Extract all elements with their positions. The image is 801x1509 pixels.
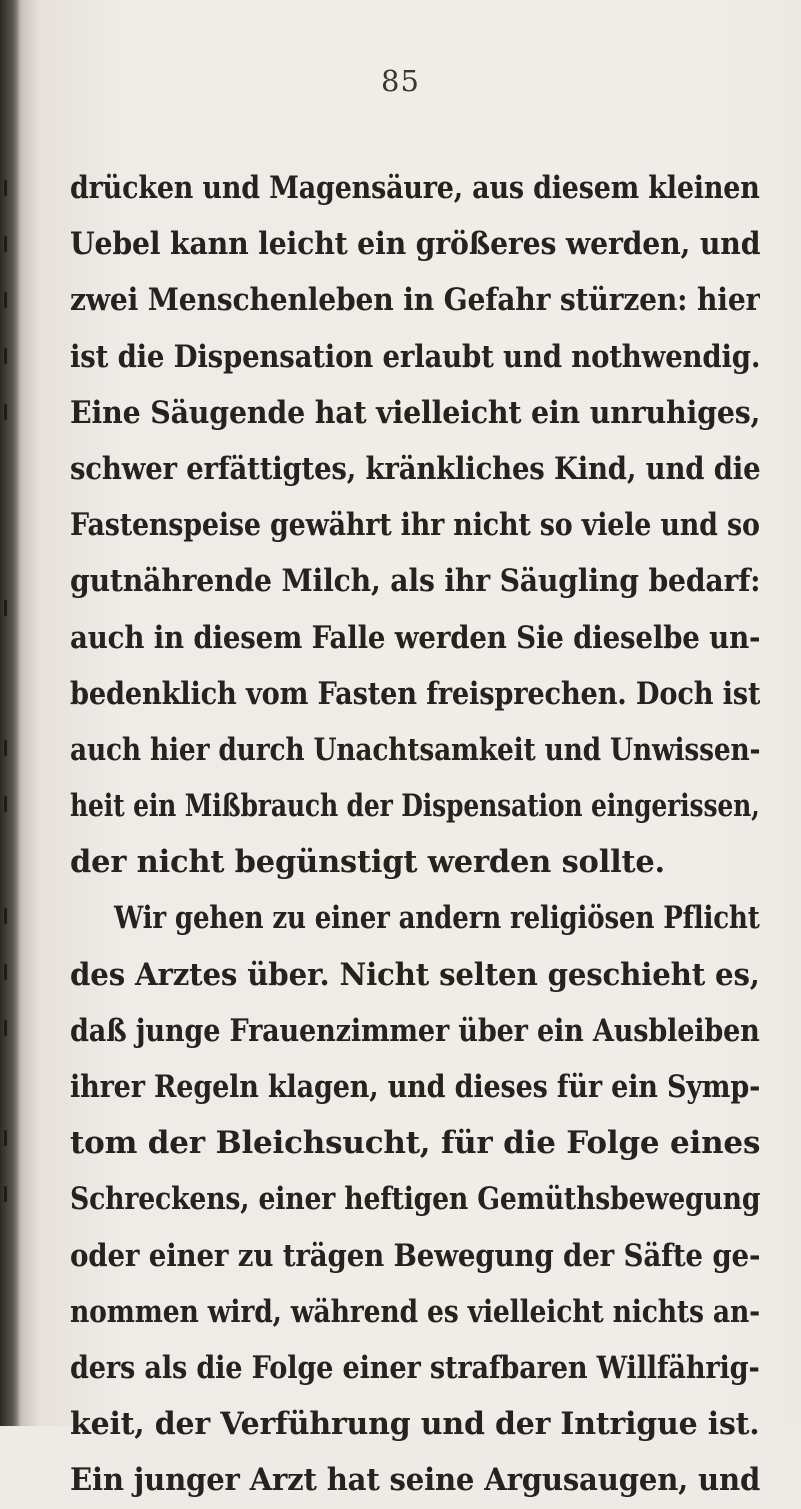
margin-mark <box>4 1020 7 1036</box>
line-text: Eine Säugende hat vielleicht ein unruhiges, <box>70 394 760 431</box>
text-line <box>70 778 760 834</box>
text-line <box>70 610 760 666</box>
text-line <box>70 553 760 609</box>
line-text: heit ein Mißbrauch der Dispensation eingerissen, <box>70 788 760 825</box>
line-text: Fastenspeise gewährt ihr nicht so viele und so <box>70 507 760 544</box>
line-text: des Arztes über. Nicht selten geschieht es, <box>70 956 760 993</box>
line-text: Wir gehen zu einer andern religiösen Pflicht <box>114 900 760 937</box>
text-line <box>70 497 760 553</box>
text-line <box>70 1003 760 1059</box>
margin-mark <box>4 404 7 420</box>
line-text: schwer erfättigtes, kränkliches Kind, und die <box>70 450 760 487</box>
text-line <box>70 1396 760 1452</box>
line-text: Ein junger Arzt hat seine Argusaugen, und <box>70 1462 760 1499</box>
text-line <box>70 160 760 216</box>
text-line <box>70 385 760 441</box>
line-text: drücken und Magensäure, aus diesem kleinen <box>70 170 760 206</box>
line-text: keit, der Verführung und der Intrigue ist. <box>70 1406 760 1443</box>
text-line <box>70 1284 760 1340</box>
line-text: der nicht begünstigt werden sollte. <box>70 844 665 881</box>
margin-mark <box>4 236 7 252</box>
line-text: oder einer zu trägen Bewegung der Säfte ge- <box>70 1237 760 1274</box>
line-text: ist die Dispensation erlaubt und nothwendig. <box>70 338 760 375</box>
line-text: bedenklich vom Fasten freisprechen. Doch ist <box>70 675 760 712</box>
margin-mark <box>4 796 7 812</box>
text-line <box>70 441 760 497</box>
text-line <box>70 1115 760 1171</box>
margin-mark <box>4 600 7 616</box>
line-text: tom der Bleichsucht, für die Folge eines <box>70 1125 760 1162</box>
line-text: Schreckens, einer heftigen Gemüthsbewegung <box>70 1181 760 1218</box>
line-text: ihrer Regeln klagen, und dieses für ein Symp- <box>70 1069 760 1105</box>
line-text: Uebel kann leicht ein größeres werden, und <box>70 226 760 263</box>
margin-marks <box>0 0 30 1426</box>
text-line <box>70 666 760 722</box>
line-text: zwei Menschenleben in Gefahr stürzen: hier <box>70 282 760 319</box>
line-text: ders als die Folge einer strafbaren Willfährig- <box>70 1349 760 1386</box>
margin-mark <box>4 908 7 924</box>
text-line-paragraph-start <box>70 890 760 946</box>
line-text: daß junge Frauenzimmer über ein Ausbleiben <box>70 1012 760 1049</box>
margin-mark <box>4 292 7 308</box>
margin-mark <box>4 1186 7 1202</box>
text-line <box>70 1059 760 1115</box>
text-line <box>70 216 760 272</box>
text-line <box>70 329 760 385</box>
text-line <box>70 1171 760 1227</box>
body-text <box>70 160 760 1509</box>
text-line <box>70 1228 760 1284</box>
text-line <box>70 947 760 1003</box>
margin-mark <box>4 964 7 980</box>
margin-mark <box>4 348 7 364</box>
text-line <box>70 834 760 890</box>
page-number: 85 <box>381 64 420 98</box>
line-text: nommen wird, während es vielleicht nichts an- <box>70 1293 760 1330</box>
margin-mark <box>4 1130 7 1146</box>
line-text: auch in diesem Falle werden Sie dieselbe un- <box>70 619 760 656</box>
text-line <box>70 722 760 778</box>
line-text: gutnährende Milch, als ihr Säugling bedarf: <box>70 563 760 600</box>
line-text: auch hier durch Unachtsamkeit und Unwissen- <box>70 731 760 768</box>
margin-mark <box>4 740 7 756</box>
margin-mark <box>4 180 7 196</box>
text-line <box>70 272 760 328</box>
text-line <box>70 1452 760 1508</box>
text-line <box>70 1340 760 1396</box>
